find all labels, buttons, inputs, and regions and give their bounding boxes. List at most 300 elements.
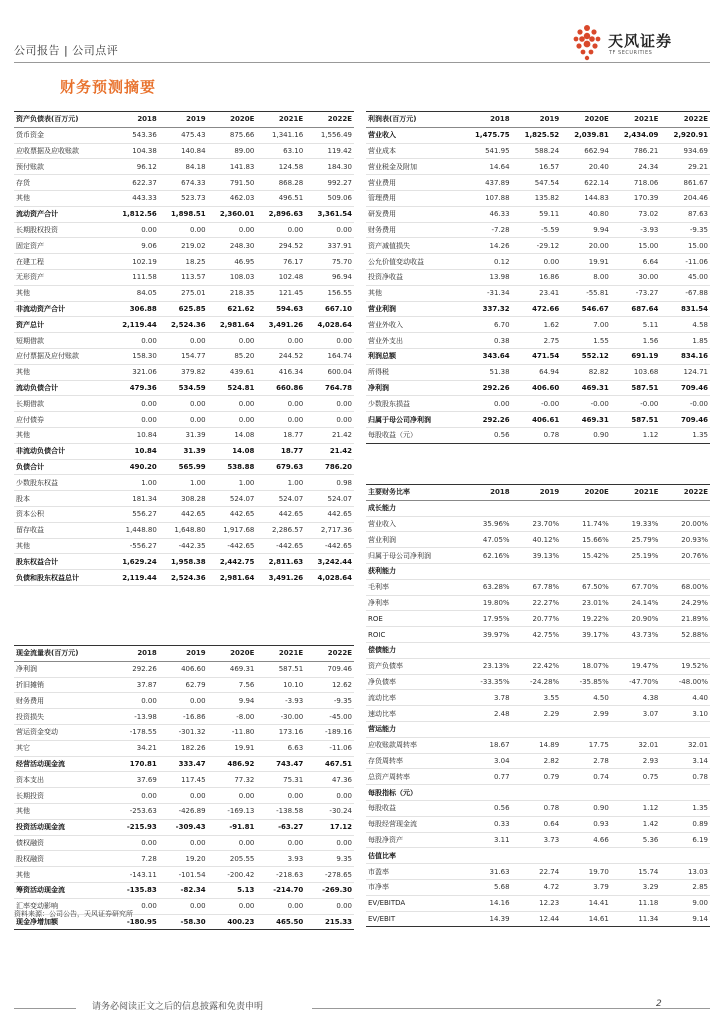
table-row [366, 254, 710, 270]
header-divider [14, 62, 710, 63]
table-row [366, 159, 710, 175]
cell-value: 0.00 [110, 396, 159, 412]
cell-value: 219.02 [159, 238, 208, 254]
cell-value: 67.50% [561, 579, 611, 595]
table-row [14, 851, 354, 867]
cell-value: 743.47 [256, 756, 305, 772]
row-label: 负债和股东权益总计 [14, 570, 110, 586]
cell-value: 124.71 [660, 364, 710, 380]
year-header: 2021E [611, 485, 661, 501]
row-label: 应收票据及应收账款 [14, 143, 110, 159]
cell-value: -8.00 [208, 709, 257, 725]
cell-value: 51.38 [462, 364, 512, 380]
cell-value: 2,811.63 [256, 554, 305, 570]
cell-value: 992.27 [305, 175, 354, 191]
cell-value: 18.07% [561, 658, 611, 674]
cell-value [660, 500, 710, 516]
row-label: 财务费用 [366, 222, 462, 238]
row-label: 净利率 [366, 595, 462, 611]
cell-value: 3,491.26 [256, 570, 305, 586]
cell-value: 4.72 [512, 879, 562, 895]
table-row [366, 269, 710, 285]
cell-value: 3.29 [611, 879, 661, 895]
cell-value: 3.14 [660, 753, 710, 769]
cell-value: 24.34 [611, 159, 661, 175]
cell-value: -35.85% [561, 674, 611, 690]
cell-value: 292.26 [462, 380, 512, 396]
cell-value: 103.68 [611, 364, 661, 380]
cell-value [512, 642, 562, 658]
page-title: 财务预测摘要 [60, 78, 157, 96]
cell-value [462, 563, 512, 579]
data-source-note: 资料来源：公司公告，天风证券研究所 [14, 910, 133, 918]
cell-value: 3.79 [561, 879, 611, 895]
cell-value: 321.06 [110, 364, 159, 380]
cell-value: 154.77 [159, 348, 208, 364]
cell-value: 20.90% [611, 611, 661, 627]
cell-value: 32.01 [611, 737, 661, 753]
cell-value: 523.73 [159, 190, 208, 206]
cell-value: 275.01 [159, 285, 208, 301]
cell-value: 37.69 [110, 772, 159, 788]
row-label: 营运能力 [366, 721, 462, 737]
cell-value [561, 563, 611, 579]
cell-value: 102.48 [256, 269, 305, 285]
cell-value: 2.48 [462, 706, 512, 722]
table-row [14, 459, 354, 475]
cell-value: 406.61 [512, 412, 562, 428]
cell-value: 2.78 [561, 753, 611, 769]
row-label: 速动比率 [366, 706, 462, 722]
row-label: 市净率 [366, 879, 462, 895]
table-row [14, 661, 354, 677]
table-header-label: 资产负债表(百万元) [14, 112, 110, 128]
row-label: 其他 [366, 285, 462, 301]
row-label: 研发费用 [366, 206, 462, 222]
table-header-row [14, 646, 354, 662]
table-row [14, 709, 354, 725]
row-label: 营业税金及附加 [366, 159, 462, 175]
cell-value: 4.50 [561, 690, 611, 706]
table-row [366, 364, 710, 380]
cell-value [660, 642, 710, 658]
cell-value: 0.00 [159, 788, 208, 804]
cell-value: 84.18 [159, 159, 208, 175]
cell-value: 19.80% [462, 595, 512, 611]
cell-value: -3.93 [611, 222, 661, 238]
cell-value: 25.79% [611, 532, 661, 548]
cell-value: 546.67 [561, 301, 611, 317]
row-label: 现金净增加额 [14, 914, 110, 930]
table-row [366, 800, 710, 816]
cell-value: 18.67 [462, 737, 512, 753]
cell-value: -47.70% [611, 674, 661, 690]
row-label: 每股经营现金流 [366, 816, 462, 832]
cell-value: 587.51 [611, 412, 661, 428]
table-header-row [366, 112, 710, 128]
row-label: 非流动资产合计 [14, 301, 110, 317]
cell-value: 406.60 [512, 380, 562, 396]
cell-value: 0.90 [561, 427, 611, 443]
table-row [366, 333, 710, 349]
cell-value: 35.96% [462, 516, 512, 532]
cell-value: 469.31 [561, 380, 611, 396]
table-row [366, 579, 710, 595]
cell-value: 687.64 [611, 301, 661, 317]
table-row [14, 412, 354, 428]
cell-value: 47.36 [305, 772, 354, 788]
cell-value [611, 785, 661, 801]
year-header: 2020E [561, 112, 611, 128]
cell-value: 831.54 [660, 301, 710, 317]
cell-value: 2,981.64 [208, 317, 257, 333]
row-label: EV/EBIT [366, 911, 462, 927]
row-label: 短期借款 [14, 333, 110, 349]
cell-value: 215.33 [305, 914, 354, 930]
cell-value: 442.65 [256, 506, 305, 522]
row-label: 非流动负债合计 [14, 443, 110, 459]
cell-value: 2,039.81 [561, 127, 611, 143]
cell-value: 5.68 [462, 879, 512, 895]
cell-value: -11.06 [305, 740, 354, 756]
cell-value: 3.04 [462, 753, 512, 769]
cell-value: 75.70 [305, 254, 354, 270]
table-row [366, 427, 710, 443]
cell-value: 24.14% [611, 595, 661, 611]
row-label: 长期投资 [14, 788, 110, 804]
cell-value: -16.86 [159, 709, 208, 725]
table-row [366, 753, 710, 769]
cell-value: 3.11 [462, 832, 512, 848]
table-row [14, 333, 354, 349]
row-label: 归属于母公司净利润 [366, 412, 462, 428]
table-row [366, 721, 710, 737]
cell-value: -215.93 [110, 819, 159, 835]
cell-value: 4.40 [660, 690, 710, 706]
row-label: 偿债能力 [366, 642, 462, 658]
cell-value: 11.18 [611, 895, 661, 911]
cell-value: 0.00 [159, 835, 208, 851]
cell-value: 46.33 [462, 206, 512, 222]
cell-value [512, 848, 562, 864]
table-row [14, 740, 354, 756]
cell-value: -0.00 [512, 396, 562, 412]
cell-value [512, 563, 562, 579]
table-row [14, 143, 354, 159]
row-label: 股东权益合计 [14, 554, 110, 570]
year-header: 2021E [256, 646, 305, 662]
table-row [366, 816, 710, 832]
cell-value [660, 785, 710, 801]
cell-value [561, 500, 611, 516]
cell-value: 0.00 [159, 693, 208, 709]
cell-value: 0.78 [512, 800, 562, 816]
cell-value: 786.20 [305, 459, 354, 475]
cell-value: 0.00 [110, 333, 159, 349]
row-label: 少数股东损益 [366, 396, 462, 412]
balance-sheet-table [14, 111, 354, 586]
table-row [14, 554, 354, 570]
cell-value: 39.17% [561, 627, 611, 643]
cell-value: 524.07 [305, 491, 354, 507]
cell-value: 23.01% [561, 595, 611, 611]
cell-value: 135.82 [512, 190, 562, 206]
row-label: 股权融资 [14, 851, 110, 867]
cell-value: -7.28 [462, 222, 512, 238]
cell-value: -33.35% [462, 674, 512, 690]
cell-value: 14.16 [462, 895, 512, 911]
row-label: 营业外支出 [366, 333, 462, 349]
cell-value: 0.00 [110, 835, 159, 851]
cell-value: 218.35 [208, 285, 257, 301]
cell-value: 2.93 [611, 753, 661, 769]
cell-value: -11.06 [660, 254, 710, 270]
cell-value: 622.37 [110, 175, 159, 191]
cell-value: 0.00 [110, 693, 159, 709]
table-row [366, 190, 710, 206]
cell-value: -189.16 [305, 724, 354, 740]
cell-value: -30.00 [256, 709, 305, 725]
cell-value: -58.30 [159, 914, 208, 930]
cell-value: 20.00 [561, 238, 611, 254]
cell-value: 4.38 [611, 690, 661, 706]
table-row [366, 911, 710, 927]
year-header: 2018 [462, 485, 512, 501]
cell-value: 2,920.91 [660, 127, 710, 143]
row-label: 其他 [14, 285, 110, 301]
cell-value: 117.45 [159, 772, 208, 788]
cell-value: 0.00 [305, 788, 354, 804]
cell-value: 543.36 [110, 127, 159, 143]
cell-value: 662.94 [561, 143, 611, 159]
cell-value: 534.59 [159, 380, 208, 396]
cell-value: 469.31 [561, 412, 611, 428]
cell-value: 2,119.44 [110, 570, 159, 586]
cell-value: 2,434.09 [611, 127, 661, 143]
cell-value: 292.26 [110, 661, 159, 677]
table-row [366, 301, 710, 317]
row-label: 营业成本 [366, 143, 462, 159]
cell-value: 19.52% [660, 658, 710, 674]
cell-value: 1,475.75 [462, 127, 512, 143]
cell-value: 2,524.36 [159, 570, 208, 586]
cell-value: 3.07 [611, 706, 661, 722]
row-label: 存货 [14, 175, 110, 191]
cell-value: -5.59 [512, 222, 562, 238]
row-label: 所得税 [366, 364, 462, 380]
cell-value: 63.28% [462, 579, 512, 595]
cell-value: 184.30 [305, 159, 354, 175]
year-header: 2020E [561, 485, 611, 501]
row-label: 资产负债率 [366, 658, 462, 674]
table-row [14, 882, 354, 898]
table-row [366, 737, 710, 753]
row-label: 营业收入 [366, 516, 462, 532]
cell-value: 13.98 [462, 269, 512, 285]
cell-value: 121.45 [256, 285, 305, 301]
cell-value: 709.46 [305, 661, 354, 677]
cell-value: 0.00 [159, 333, 208, 349]
cell-value: -0.00 [561, 396, 611, 412]
cell-value: 62.79 [159, 677, 208, 693]
cell-value: 625.85 [159, 301, 208, 317]
row-label: 利润总额 [366, 348, 462, 364]
cell-value: -442.35 [159, 538, 208, 554]
cell-value: 21.89% [660, 611, 710, 627]
table-row [14, 364, 354, 380]
table-row [14, 380, 354, 396]
table-row [366, 563, 710, 579]
cell-value: 244.52 [256, 348, 305, 364]
cell-value: 248.30 [208, 238, 257, 254]
table-row [366, 127, 710, 143]
cell-value: 104.38 [110, 143, 159, 159]
row-label: 固定资产 [14, 238, 110, 254]
table-row [366, 143, 710, 159]
cell-value: 718.06 [611, 175, 661, 191]
table-row [366, 690, 710, 706]
cell-value: 691.19 [611, 348, 661, 364]
cell-value: 17.12 [305, 819, 354, 835]
page-number: 2 [656, 999, 662, 1009]
cell-value: 124.58 [256, 159, 305, 175]
cell-value: 442.65 [159, 506, 208, 522]
cell-value: 30.00 [611, 269, 661, 285]
cell-value: 2.85 [660, 879, 710, 895]
cell-value: 10.84 [110, 427, 159, 443]
cell-value: 47.05% [462, 532, 512, 548]
row-label: 其他 [14, 427, 110, 443]
cell-value: 182.26 [159, 740, 208, 756]
row-label: 营业利润 [366, 301, 462, 317]
cell-value: 439.61 [208, 364, 257, 380]
cell-value: 22.74 [512, 864, 562, 880]
cell-value: 868.28 [256, 175, 305, 191]
row-label: 存货周转率 [366, 753, 462, 769]
row-label: EV/EBITDA [366, 895, 462, 911]
cell-value: 0.00 [159, 222, 208, 238]
table-row [366, 206, 710, 222]
cell-value: 3,242.44 [305, 554, 354, 570]
row-label: 流动负债合计 [14, 380, 110, 396]
cell-value: 164.74 [305, 348, 354, 364]
row-label: 营业外收入 [366, 317, 462, 333]
income-statement-table [366, 111, 710, 444]
row-label: 市盈率 [366, 864, 462, 880]
row-label: 应付债券 [14, 412, 110, 428]
table-row [14, 538, 354, 554]
cell-value: 0.00 [256, 412, 305, 428]
cell-value: 29.21 [660, 159, 710, 175]
table-row [14, 756, 354, 772]
cell-value: 14.08 [208, 443, 257, 459]
cell-value: 11.74% [561, 516, 611, 532]
table-row [366, 175, 710, 191]
cell-value: 37.87 [110, 677, 159, 693]
cell-value: 23.70% [512, 516, 562, 532]
row-label: 营业利润 [366, 532, 462, 548]
cell-value: 337.32 [462, 301, 512, 317]
cell-value: 19.91 [561, 254, 611, 270]
cell-value: 23.13% [462, 658, 512, 674]
cell-value: 16.86 [512, 269, 562, 285]
row-label: 净利润 [14, 661, 110, 677]
cell-value: -180.95 [110, 914, 159, 930]
row-label: 货币资金 [14, 127, 110, 143]
cell-value: 17.95% [462, 611, 512, 627]
cell-value: 538.88 [208, 459, 257, 475]
cell-value: 0.74 [561, 769, 611, 785]
cell-value: 443.33 [110, 190, 159, 206]
table-row [366, 642, 710, 658]
cell-value: 158.30 [110, 348, 159, 364]
cell-value: 2,524.36 [159, 317, 208, 333]
cell-value: -426.89 [159, 803, 208, 819]
cell-value: 547.54 [512, 175, 562, 191]
row-label: 经营活动现金流 [14, 756, 110, 772]
cell-value: 709.46 [660, 380, 710, 396]
cell-value: 14.89 [512, 737, 562, 753]
cell-value: 660.86 [256, 380, 305, 396]
row-label: 其他 [14, 803, 110, 819]
table-row [366, 706, 710, 722]
cell-value: 85.20 [208, 348, 257, 364]
cell-value: 63.10 [256, 143, 305, 159]
cell-value: 416.34 [256, 364, 305, 380]
table-row [366, 864, 710, 880]
cell-value: 14.08 [208, 427, 257, 443]
cell-value: 479.36 [110, 380, 159, 396]
cell-value: -101.54 [159, 867, 208, 883]
cell-value: 1,556.49 [305, 127, 354, 143]
cell-value: 17.75 [561, 737, 611, 753]
table-row [366, 317, 710, 333]
cell-value: 0.00 [256, 788, 305, 804]
year-header: 2022E [305, 646, 354, 662]
cell-value: 379.82 [159, 364, 208, 380]
table-row [14, 427, 354, 443]
cell-value: 3.73 [512, 832, 562, 848]
cell-value: 20.00% [660, 516, 710, 532]
cell-value: 0.00 [208, 898, 257, 914]
row-label: 留存收益 [14, 522, 110, 538]
cell-value: 0.00 [305, 412, 354, 428]
cell-value: 204.46 [660, 190, 710, 206]
table-row [366, 348, 710, 364]
cell-value: 7.00 [561, 317, 611, 333]
cell-value: 565.99 [159, 459, 208, 475]
cell-value: 13.03 [660, 864, 710, 880]
cell-value: 0.89 [660, 816, 710, 832]
cell-value: 14.64 [462, 159, 512, 175]
cell-value: -48.00% [660, 674, 710, 690]
cell-value: 2,442.75 [208, 554, 257, 570]
cell-value: 600.04 [305, 364, 354, 380]
row-label: ROE [366, 611, 462, 627]
cell-value: 2,896.63 [256, 206, 305, 222]
cell-value: -301.32 [159, 724, 208, 740]
year-header: 2019 [512, 485, 562, 501]
cell-value: 1,629.24 [110, 554, 159, 570]
cell-value: 0.00 [256, 396, 305, 412]
cell-value: 25.19% [611, 548, 661, 564]
year-header: 2022E [305, 112, 354, 128]
cell-value: 1.00 [159, 475, 208, 491]
cell-value: 764.78 [305, 380, 354, 396]
row-label: 投资净收益 [366, 269, 462, 285]
cell-value: 15.66% [561, 532, 611, 548]
cell-value: 1,917.68 [208, 522, 257, 538]
